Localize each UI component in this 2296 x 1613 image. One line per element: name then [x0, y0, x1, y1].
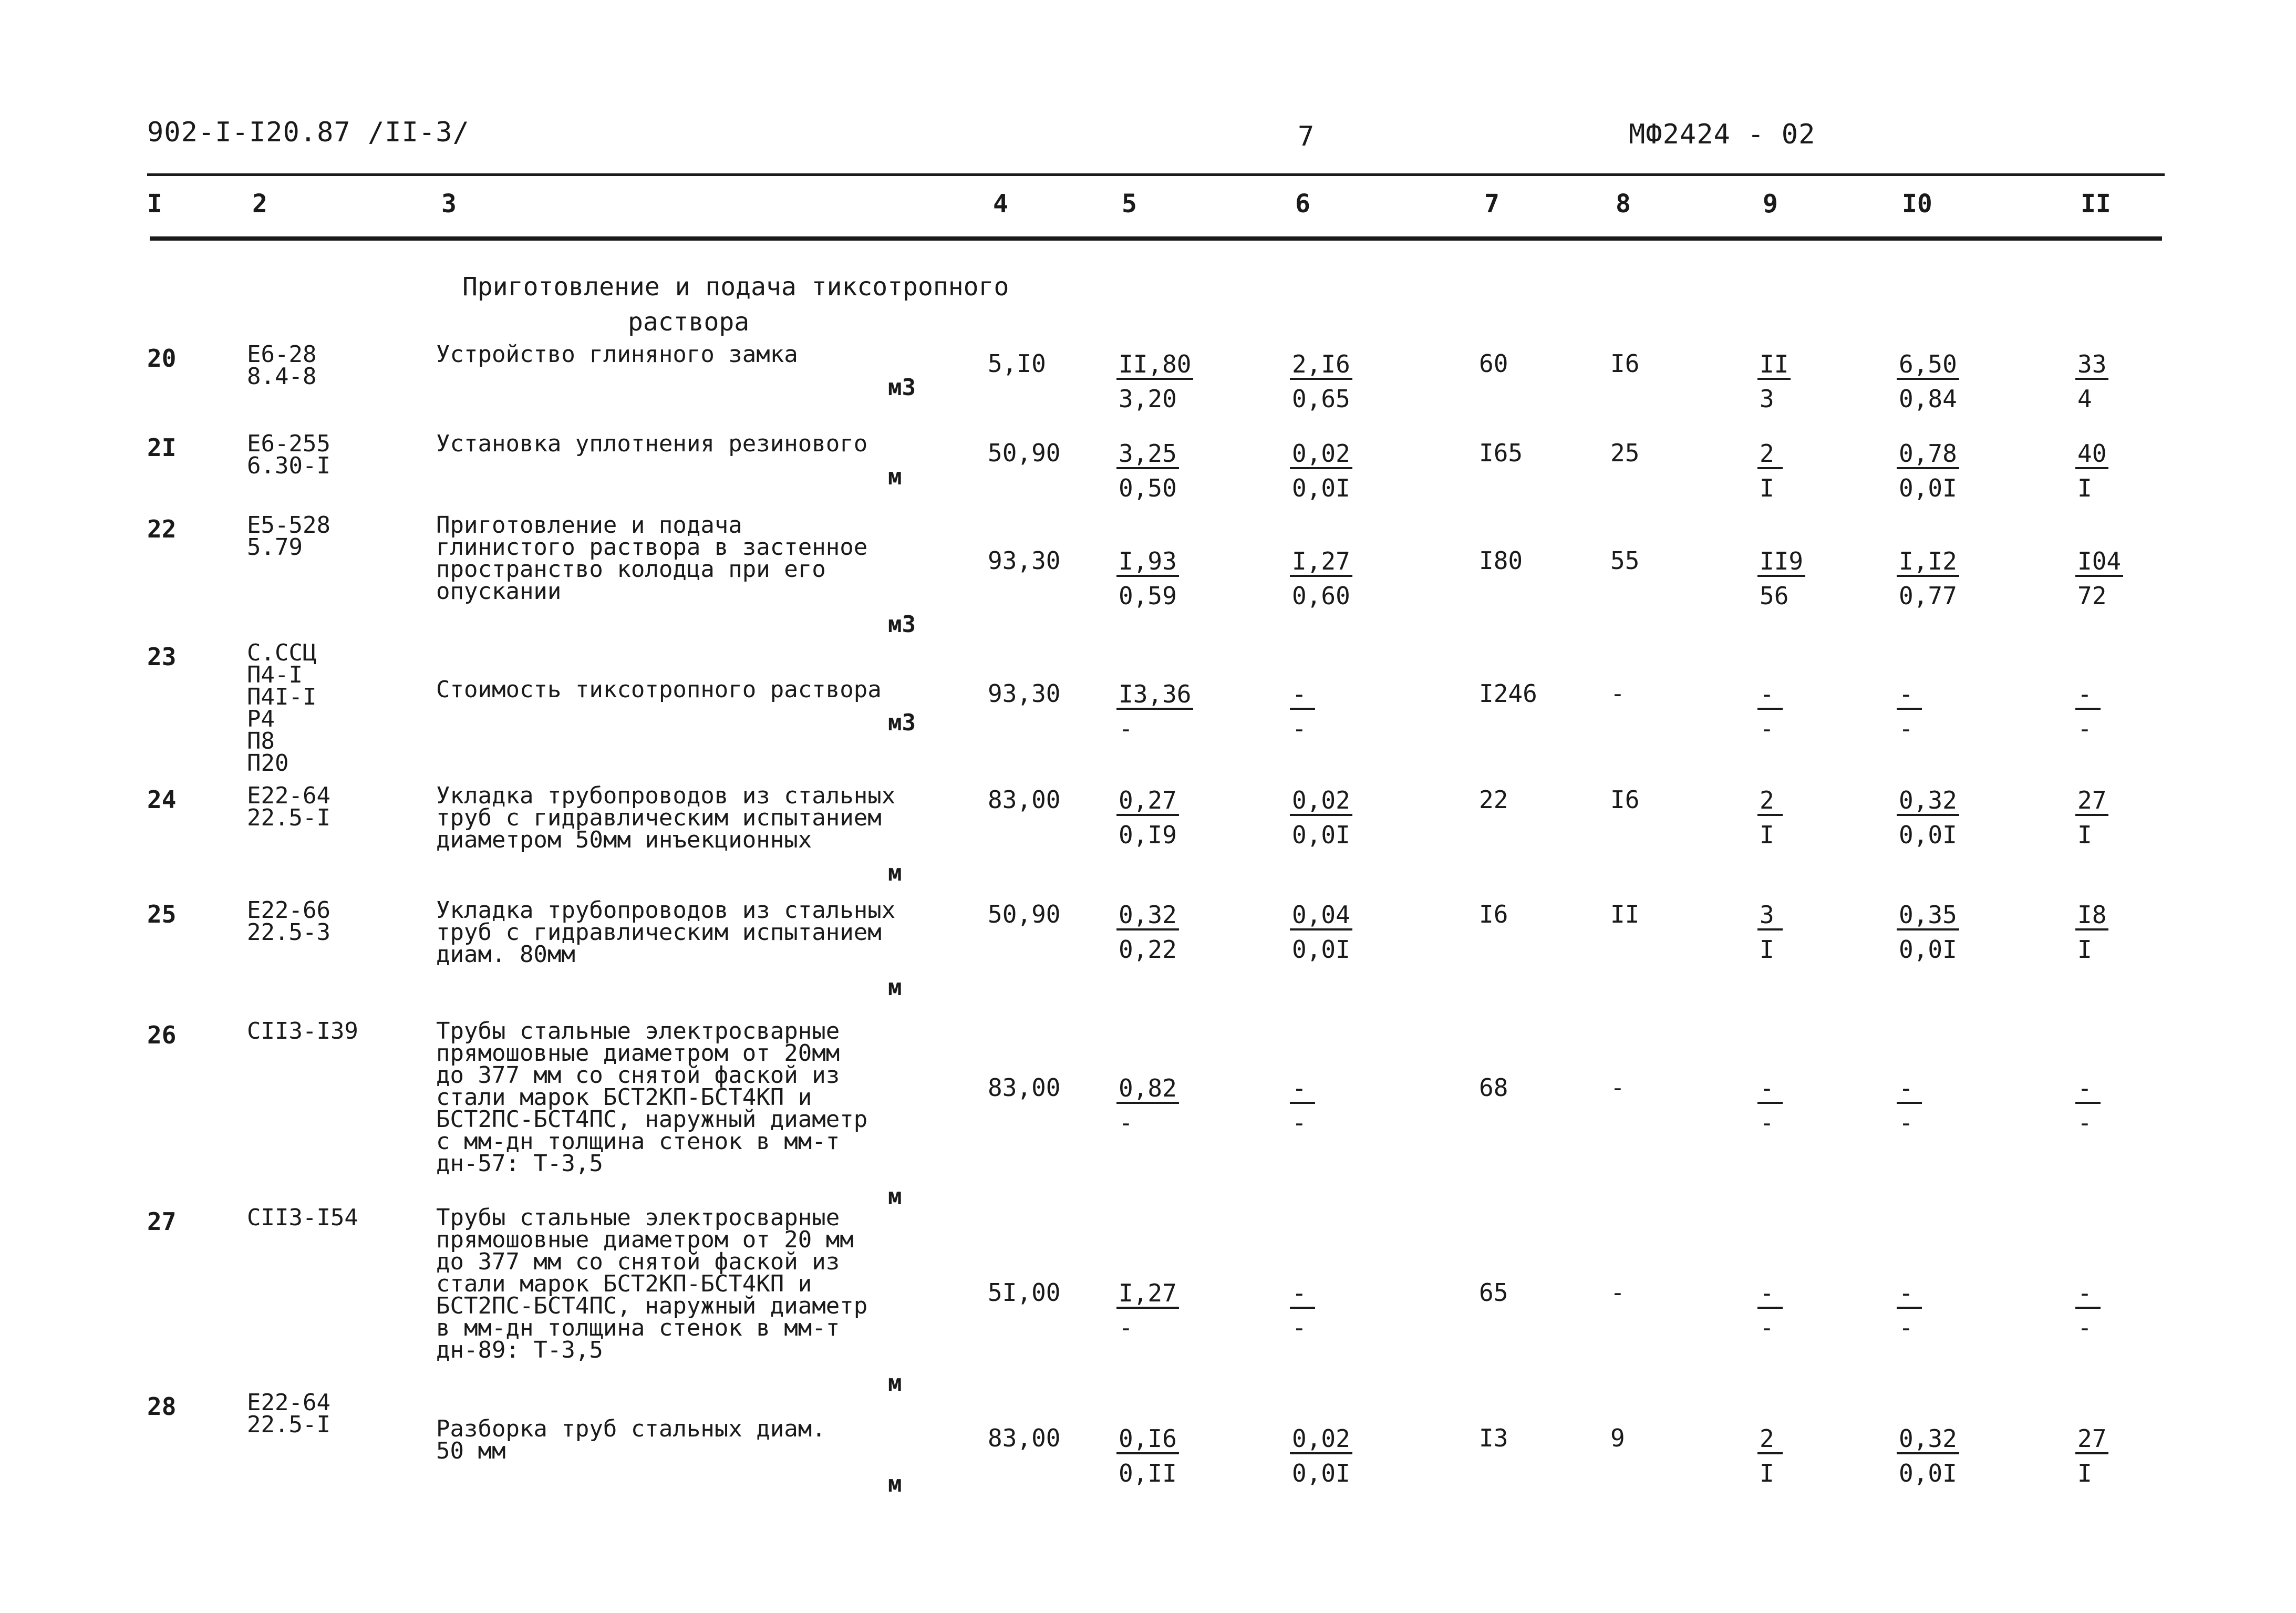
column-number: 5: [1122, 189, 1137, 219]
column-number: I: [147, 189, 162, 219]
total-labor-numerator: 40: [2075, 440, 2108, 469]
labor-value: I246: [1479, 679, 1537, 708]
unit-cost-machinery-numerator: -: [1290, 680, 1315, 710]
total-labor-denominator: I: [2077, 935, 2092, 964]
unit-cost-numerator: 0,I6: [1116, 1425, 1179, 1454]
unit-cost-machinery: [1290, 436, 1352, 505]
total-labor-denominator: -: [2077, 1109, 2092, 1137]
total-cost-numerator: -: [1757, 680, 1783, 710]
total-cost-machinery-numerator: -: [1897, 1279, 1922, 1309]
total-cost-machinery: [1897, 436, 1959, 505]
quantity: 93,30: [988, 679, 1061, 708]
section-title-line-1: Приготовление и подача тиксотропного: [462, 272, 1009, 302]
labor-hours: -: [1610, 679, 1625, 708]
total-cost-machinery-numerator: 0,35: [1897, 901, 1959, 930]
total-cost-denominator: -: [1760, 1109, 1774, 1137]
page-number: 7: [1298, 121, 1315, 152]
unit-cost-numerator: 3,25: [1116, 440, 1179, 469]
unit-cost-machinery-numerator: 0,02: [1290, 1425, 1352, 1454]
total-cost-machinery-numerator: -: [1897, 1074, 1922, 1104]
total-cost-machinery: [1897, 1276, 1922, 1345]
unit-cost-denominator: -: [1119, 715, 1133, 743]
total-cost: [1757, 1071, 1783, 1140]
unit-cost-machinery-denominator: 0,65: [1292, 385, 1350, 413]
unit-cost-machinery-denominator: 0,60: [1292, 582, 1350, 610]
labor-hours: 25: [1610, 439, 1640, 467]
norm-code: Е22-66 22.5-3: [247, 897, 330, 946]
unit-cost: [1116, 544, 1179, 613]
row-number: 23: [147, 643, 177, 671]
labor-hours: II: [1610, 900, 1640, 928]
total-labor-denominator: -: [2077, 1314, 2092, 1342]
total-cost-machinery-denominator: 0,84: [1899, 385, 1957, 413]
unit-cost: [1116, 783, 1179, 852]
work-description: Трубы стальные электросварные прямошовные диаметром от 20 мм до 377 мм со снятой фаской из стали марок БСТ2КП-БСТ4КП и БСТ2ПС-БСТ4ПС, наружный диаметр в мм-дн толщина стенок в мм-т дн-89: Т-3,5: [436, 1204, 868, 1363]
labor-value: I65: [1479, 439, 1523, 467]
unit-cost: [1116, 347, 1193, 416]
unit-cost-machinery: [1290, 1276, 1315, 1345]
total-cost-machinery: [1897, 544, 1959, 613]
unit-cost-numerator: 0,32: [1116, 901, 1179, 930]
work-description: Укладка трубопроводов из стальных труб с гидравлическим испытанием диаметром 50мм инъекционных: [436, 782, 896, 853]
total-cost-machinery-denominator: 0,0I: [1899, 821, 1957, 849]
row-number: 27: [147, 1207, 177, 1236]
work-description: Трубы стальные электросварные прямошовные диаметром от 20мм до 377 мм со снятой фаской из стали марок БСТ2КП-БСТ4КП и БСТ2ПС-БСТ4ПС, наружный диаметр с мм-дн толщина стенок в мм-т дн-57: Т-3,5: [436, 1018, 868, 1177]
work-description: Укладка трубопроводов из стальных труб с гидравлическим испытанием диам. 80мм: [436, 897, 896, 968]
unit-cost-machinery-numerator: 0,04: [1290, 901, 1352, 930]
total-cost-machinery-denominator: 0,0I: [1899, 935, 1957, 964]
total-cost-machinery: [1897, 897, 1959, 967]
unit-cost-machinery: [1290, 897, 1352, 967]
norm-code: Е6-28 8.4-8: [247, 341, 317, 390]
row-number: 20: [147, 344, 177, 373]
row-number: 25: [147, 900, 177, 928]
total-cost-denominator: I: [1760, 1459, 1774, 1487]
total-labor-numerator: 27: [2075, 787, 2108, 816]
labor-hours: -: [1610, 1073, 1625, 1102]
total-cost-numerator: -: [1757, 1074, 1783, 1104]
work-description: Установка уплотнения резинового: [436, 430, 868, 457]
unit-cost: [1116, 1421, 1179, 1491]
total-cost-denominator: -: [1760, 715, 1774, 743]
quantity: 83,00: [988, 1073, 1061, 1102]
labor-value: 60: [1479, 349, 1508, 378]
norm-code: С.ССЦ П4-I П4I-I Р4 П8 П20: [247, 639, 317, 777]
unit-of-measure: м3: [888, 374, 916, 401]
total-labor-numerator: 33: [2075, 350, 2108, 380]
unit-cost-machinery-denominator: 0,0I: [1292, 935, 1350, 964]
total-labor: [2075, 544, 2123, 613]
unit-cost-machinery-numerator: -: [1290, 1074, 1315, 1104]
document-code: 902-I-I20.87 /II-3/: [147, 117, 470, 148]
total-cost: [1757, 677, 1783, 746]
unit-of-measure: м: [888, 860, 902, 886]
norm-code: СII3-I54: [247, 1204, 358, 1231]
total-cost-denominator: I: [1760, 935, 1774, 964]
total-labor-numerator: 27: [2075, 1425, 2108, 1454]
labor-value: I6: [1479, 900, 1508, 928]
unit-cost-machinery-numerator: I,27: [1290, 547, 1352, 577]
row-number: 22: [147, 515, 177, 543]
work-description: Приготовление и подача глинистого раствора в застенное пространство колодца при его опускании: [436, 512, 868, 605]
total-cost-machinery-numerator: I,I2: [1897, 547, 1959, 577]
labor-hours: 55: [1610, 546, 1640, 575]
unit-cost-machinery-denominator: 0,0I: [1292, 1459, 1350, 1487]
labor-value: 68: [1479, 1073, 1508, 1102]
unit-of-measure: м3: [888, 709, 916, 736]
total-cost-denominator: 56: [1760, 582, 1789, 610]
norm-code: Е22-64 22.5-I: [247, 782, 330, 831]
unit-cost-numerator: I,27: [1116, 1279, 1179, 1309]
unit-of-measure: м3: [888, 611, 916, 638]
total-labor-denominator: 72: [2077, 582, 2107, 610]
total-cost-denominator: I: [1760, 474, 1774, 502]
labor-value: 22: [1479, 785, 1508, 814]
row-number: 28: [147, 1392, 177, 1421]
total-cost-numerator: 2: [1757, 1425, 1783, 1454]
total-cost: [1757, 436, 1783, 505]
total-cost: [1757, 783, 1783, 852]
unit-cost-numerator: 0,82: [1116, 1074, 1179, 1104]
total-cost-numerator: 3: [1757, 901, 1783, 930]
unit-cost: [1116, 897, 1179, 967]
total-labor-numerator: -: [2075, 1074, 2101, 1104]
unit-cost-machinery: [1290, 544, 1352, 613]
column-number: 4: [993, 189, 1008, 219]
unit-cost-numerator: II,80: [1116, 350, 1193, 380]
column-number: 3: [441, 189, 457, 219]
row-number: 24: [147, 785, 177, 814]
unit-cost-machinery-denominator: -: [1292, 1109, 1307, 1137]
unit-cost-machinery: [1290, 347, 1352, 416]
unit-cost-denominator: 3,20: [1119, 385, 1177, 413]
unit-of-measure: м: [888, 1370, 902, 1397]
unit-cost-denominator: 0,50: [1119, 474, 1177, 502]
total-cost: [1757, 1421, 1783, 1491]
unit-cost-numerator: 0,27: [1116, 787, 1179, 816]
total-labor: [2075, 897, 2108, 967]
total-cost: [1757, 1276, 1783, 1345]
total-labor: [2075, 677, 2101, 746]
unit-cost-denominator: 0,22: [1119, 935, 1177, 964]
total-labor: [2075, 347, 2108, 416]
total-cost-machinery: [1897, 347, 1959, 416]
unit-cost-machinery: [1290, 677, 1315, 746]
row-number: 2I: [147, 433, 177, 462]
unit-of-measure: м: [888, 974, 902, 1001]
total-labor-denominator: 4: [2077, 385, 2092, 413]
labor-hours: I6: [1610, 349, 1640, 378]
total-labor-denominator: I: [2077, 821, 2092, 849]
unit-cost-machinery: [1290, 1071, 1315, 1140]
unit-cost-machinery-denominator: -: [1292, 715, 1307, 743]
total-labor: [2075, 1276, 2101, 1345]
total-cost-numerator: -: [1757, 1279, 1783, 1309]
unit-cost-denominator: 0,I9: [1119, 821, 1177, 849]
total-cost-numerator: II9: [1757, 547, 1805, 577]
total-cost: [1757, 544, 1805, 613]
total-cost-machinery: [1897, 677, 1922, 746]
column-number: 9: [1763, 189, 1778, 219]
unit-cost-numerator: I,93: [1116, 547, 1179, 577]
total-labor-numerator: I8: [2075, 901, 2108, 930]
total-cost-numerator: 2: [1757, 787, 1783, 816]
unit-cost-machinery-denominator: 0,0I: [1292, 474, 1350, 502]
total-cost-machinery-denominator: 0,0I: [1899, 1459, 1957, 1487]
unit-cost-machinery-numerator: 2,I6: [1290, 350, 1352, 380]
total-cost-denominator: I: [1760, 821, 1774, 849]
total-labor-denominator: I: [2077, 1459, 2092, 1487]
total-labor-denominator: -: [2077, 715, 2092, 743]
total-cost-machinery-numerator: 6,50: [1897, 350, 1959, 380]
unit-cost-machinery-denominator: 0,0I: [1292, 821, 1350, 849]
quantity: 50,90: [988, 439, 1061, 467]
top-rule: [147, 173, 2165, 176]
total-cost-numerator: II: [1757, 350, 1791, 380]
unit-cost-machinery: [1290, 1421, 1352, 1491]
total-labor: [2075, 1421, 2108, 1491]
unit-cost-machinery: [1290, 783, 1352, 852]
total-cost-machinery-denominator: -: [1899, 1109, 1914, 1137]
total-labor-numerator: -: [2075, 680, 2101, 710]
total-cost-machinery: [1897, 1071, 1922, 1140]
total-cost-denominator: 3: [1760, 385, 1774, 413]
unit-cost-machinery-numerator: -: [1290, 1279, 1315, 1309]
total-labor: [2075, 783, 2108, 852]
total-cost-machinery-numerator: 0,32: [1897, 1425, 1959, 1454]
total-labor-numerator: -: [2075, 1279, 2101, 1309]
unit-of-measure: м: [888, 463, 902, 490]
total-cost-machinery: [1897, 1421, 1959, 1491]
total-cost: [1757, 897, 1783, 967]
total-labor-numerator: I04: [2075, 547, 2123, 577]
unit-cost-denominator: -: [1119, 1314, 1133, 1342]
norm-code: Е6-255 6.30-I: [247, 430, 330, 479]
header-bottom-rule: [150, 236, 2162, 241]
unit-of-measure: м: [888, 1471, 902, 1497]
sheet-code: МФ2424 - 02: [1629, 119, 1816, 150]
total-cost-machinery-numerator: 0,32: [1897, 787, 1959, 816]
total-cost-machinery: [1897, 783, 1959, 852]
total-labor: [2075, 1071, 2101, 1140]
column-number: I0: [1902, 189, 1932, 219]
total-cost-machinery-numerator: -: [1897, 680, 1922, 710]
work-description: Стоимость тиксотропного раствора: [436, 676, 882, 703]
labor-value: I3: [1479, 1424, 1508, 1452]
section-title-line-2: раствора: [628, 307, 750, 337]
quantity: 5,I0: [988, 349, 1046, 378]
column-number: 2: [252, 189, 267, 219]
unit-cost-machinery-numerator: 0,02: [1290, 787, 1352, 816]
unit-cost-machinery-numerator: 0,02: [1290, 440, 1352, 469]
quantity: 83,00: [988, 785, 1061, 814]
unit-cost-numerator: I3,36: [1116, 680, 1193, 710]
labor-hours: -: [1610, 1278, 1625, 1307]
total-cost-machinery-denominator: -: [1899, 715, 1914, 743]
norm-code: Е22-64 22.5-I: [247, 1389, 330, 1438]
unit-cost: [1116, 1276, 1179, 1345]
total-cost-machinery-denominator: 0,0I: [1899, 474, 1957, 502]
total-cost-machinery-numerator: 0,78: [1897, 440, 1959, 469]
total-labor-denominator: I: [2077, 474, 2092, 502]
quantity: 50,90: [988, 900, 1061, 928]
work-description: Разборка труб стальных диам. 50 мм: [436, 1415, 826, 1464]
labor-value: I80: [1479, 546, 1523, 575]
column-number: 7: [1484, 189, 1499, 219]
quantity: 93,30: [988, 546, 1061, 575]
norm-code: СII3-I39: [247, 1018, 358, 1045]
labor-hours: 9: [1610, 1424, 1625, 1452]
quantity: 83,00: [988, 1424, 1061, 1452]
unit-cost: [1116, 677, 1193, 746]
labor-hours: I6: [1610, 785, 1640, 814]
labor-value: 65: [1479, 1278, 1508, 1307]
total-labor: [2075, 436, 2108, 505]
unit-cost-machinery-denominator: -: [1292, 1314, 1307, 1342]
unit-cost-denominator: 0,59: [1119, 582, 1177, 610]
row-number: 26: [147, 1021, 177, 1049]
norm-code: Е5-528 5.79: [247, 512, 330, 561]
unit-cost-denominator: -: [1119, 1109, 1133, 1137]
work-description: Устройство глиняного замка: [436, 341, 798, 368]
total-cost-machinery-denominator: -: [1899, 1314, 1914, 1342]
unit-cost: [1116, 1071, 1179, 1140]
total-cost-denominator: -: [1760, 1314, 1774, 1342]
total-cost-numerator: 2: [1757, 440, 1783, 469]
unit-of-measure: м: [888, 1183, 902, 1210]
unit-cost-denominator: 0,II: [1119, 1459, 1177, 1487]
column-number: II: [2081, 189, 2111, 219]
unit-cost: [1116, 436, 1179, 505]
total-cost: [1757, 347, 1791, 416]
column-number: 8: [1616, 189, 1631, 219]
total-cost-machinery-denominator: 0,77: [1899, 582, 1957, 610]
quantity: 5I,00: [988, 1278, 1061, 1307]
column-number: 6: [1295, 189, 1310, 219]
